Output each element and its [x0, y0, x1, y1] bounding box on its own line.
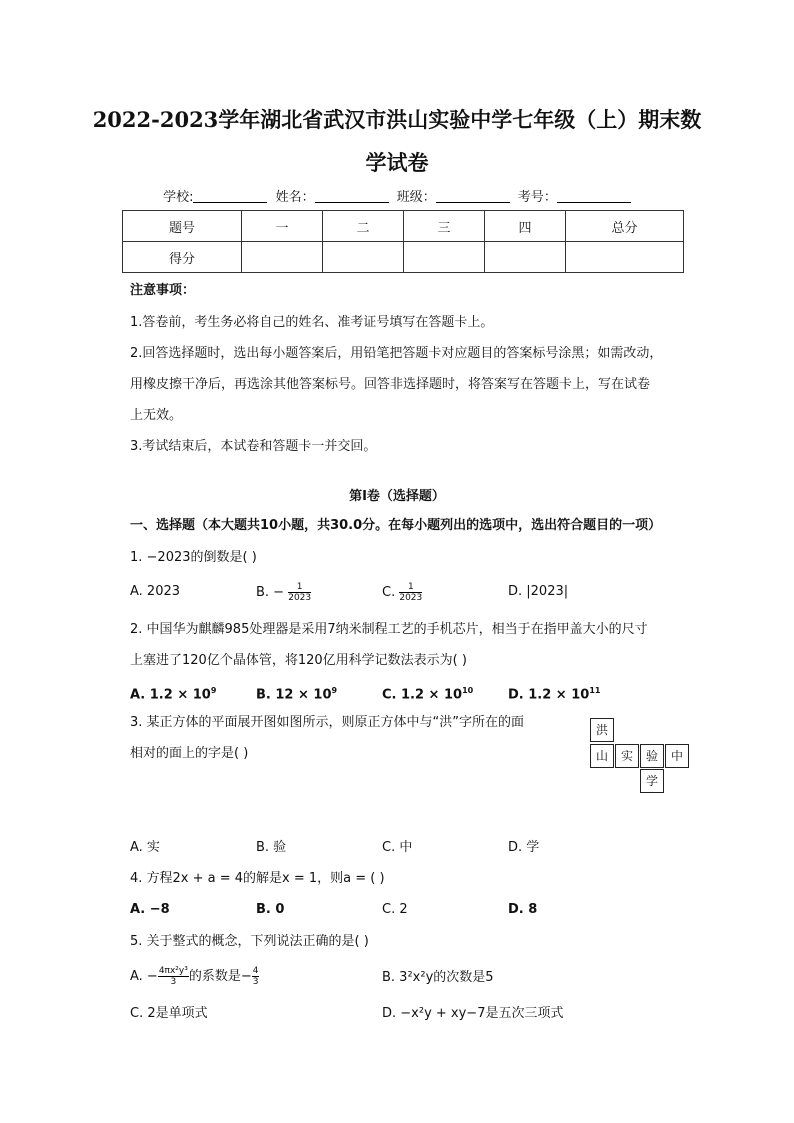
- section-title: 第Ⅰ卷（选择题）: [349, 489, 445, 504]
- name-label: 姓名：: [275, 190, 315, 205]
- q2-option-a[interactable]: [130, 681, 216, 705]
- name-field[interactable]: [315, 190, 389, 203]
- q5-stem: 5. 关于整式的概念，下列说法正确的是( ): [130, 934, 369, 949]
- score-header-cell: 二: [323, 211, 404, 242]
- notes-item-1: 1.答卷前，考生务必将自己的姓名、准考证号填写在答题卡上。: [130, 315, 494, 330]
- q3-stem-line1: 3. 某正方体的平面展开图如图所示，则原正方体中与“洪”字所在的面: [130, 715, 525, 730]
- q5-option-d[interactable]: D. −x²y + xy−7是五次三项式: [382, 1006, 564, 1021]
- q3-stem-line2: 相对的面上的字是( ): [130, 746, 249, 761]
- score-table-row: [123, 242, 684, 273]
- q2-option-c[interactable]: [382, 681, 473, 705]
- notes-heading: 注意事项：: [130, 283, 196, 298]
- score-cell[interactable]: [485, 242, 566, 273]
- fraction-numerator: 4πx²y³: [158, 966, 188, 976]
- notes-item-2a: 2.回答选择题时，选出每小题答案后，用铅笔把答题卡对应题目的答案标号涂黑；如需改动，: [130, 346, 663, 361]
- q4-stem: 4. 方程2x + a = 4的解是x = 1，则a = ( ): [130, 871, 385, 886]
- cube-net-cell: 实: [615, 744, 639, 768]
- q1-option-a[interactable]: A. 2023: [130, 584, 181, 599]
- score-row-label: 得分: [123, 242, 242, 273]
- exam-title-line2: 学试卷: [365, 150, 429, 175]
- cube-net-cell: 山: [590, 744, 614, 768]
- fraction-numerator: 1: [399, 582, 422, 593]
- fraction-denominator: 2023: [399, 593, 423, 603]
- q4-option-b[interactable]: B. 0: [256, 902, 285, 917]
- q2-option-d[interactable]: [508, 681, 600, 705]
- score-cell[interactable]: [323, 242, 404, 273]
- q1-option-d[interactable]: D. |2023|: [508, 584, 569, 599]
- score-table-header-row: [123, 211, 684, 242]
- q1-option-b[interactable]: [256, 582, 311, 603]
- cube-net-cell: 洪: [590, 718, 614, 742]
- q3-option-c[interactable]: C. 中: [382, 840, 413, 855]
- q2-option-c-exponent: 10: [462, 686, 474, 695]
- q3-option-d[interactable]: D. 学: [508, 840, 540, 855]
- q4-option-a[interactable]: A. −8: [130, 902, 170, 917]
- q5-option-a-prefix: A. −: [130, 969, 158, 984]
- notes-item-2c: 上无效。: [130, 408, 183, 423]
- q2-option-b[interactable]: [256, 681, 337, 705]
- score-cell[interactable]: [566, 242, 684, 273]
- score-header-cell: 一: [242, 211, 323, 242]
- cube-net-figure: [590, 718, 690, 794]
- student-info-line: [0, 186, 794, 205]
- q5-option-a-fraction: [158, 966, 189, 987]
- q2-option-b-exponent: 9: [331, 686, 338, 695]
- q2-stem-line2: 上塞进了120亿个晶体管，将120亿用科学记数法表示为( ): [130, 653, 467, 668]
- cube-net-cell: 验: [640, 744, 664, 768]
- score-header-cell: 四: [485, 211, 566, 242]
- cube-net-cell: 学: [640, 769, 664, 793]
- fraction-numerator: 4: [252, 966, 259, 976]
- q2-option-d-exponent: 11: [589, 686, 601, 695]
- q1-stem: 1. −2023的倒数是( ): [130, 550, 257, 565]
- score-cell[interactable]: [404, 242, 485, 273]
- q5-option-c[interactable]: C. 2是单项式: [130, 1006, 208, 1021]
- class-field[interactable]: [436, 190, 510, 203]
- q1-option-b-fraction: [288, 582, 311, 603]
- score-header-cell: 总分: [566, 211, 684, 242]
- school-label: 学校:: [163, 190, 194, 205]
- q3-option-a[interactable]: A. 实: [130, 840, 160, 855]
- exam-no-label: 考号：: [517, 190, 557, 205]
- q1-option-c[interactable]: [382, 582, 422, 603]
- part-heading: 一、选择题（本大题共10小题，共30.0分。在每小题列出的选项中，选出符合题目的一项）: [130, 518, 662, 533]
- score-table: [122, 210, 684, 273]
- q2-option-a-base: A. 1.2 × 10: [130, 687, 211, 703]
- exam-title-line1: 2022-2023学年湖北省武汉市洪山实验中学七年级（上）期末数: [92, 107, 702, 132]
- q1-option-b-prefix: B. −: [256, 585, 285, 600]
- cube-net-cell: 中: [665, 744, 689, 768]
- q4-option-d[interactable]: D. 8: [508, 902, 538, 917]
- q5-option-a-fraction-2: [252, 966, 260, 987]
- score-header-cell: 题号: [123, 211, 242, 242]
- exam-no-field[interactable]: [557, 190, 631, 203]
- score-header-cell: 三: [404, 211, 485, 242]
- q2-stem-line1: 2. 中国华为麒麟985处理器是采用7纳米制程工艺的手机芯片，相当于在指甲盖大小的尺寸: [130, 622, 648, 637]
- fraction-denominator: 3: [170, 977, 177, 987]
- school-field[interactable]: [193, 190, 267, 203]
- q5-option-a[interactable]: [130, 966, 259, 987]
- fraction-numerator: 1: [288, 582, 311, 593]
- q2-option-b-base: B. 12 × 10: [256, 687, 332, 703]
- q1-option-c-prefix: C.: [382, 585, 396, 600]
- q5-option-a-mid: 的系数是−: [188, 969, 252, 984]
- notes-item-3: 3.考试结束后，本试卷和答题卡一并交回。: [130, 439, 377, 454]
- fraction-denominator: 2023: [288, 593, 312, 603]
- q2-option-d-base: D. 1.2 × 10: [508, 687, 590, 703]
- q2-option-c-base: C. 1.2 × 10: [382, 687, 463, 703]
- score-cell[interactable]: [242, 242, 323, 273]
- q3-option-b[interactable]: B. 验: [256, 840, 287, 855]
- q2-option-a-exponent: 9: [210, 686, 217, 695]
- q4-option-c[interactable]: C. 2: [382, 902, 408, 917]
- notes-item-2b: 用橡皮擦干净后，再选涂其他答案标号。回答非选择题时，将答案写在答题卡上，写在试卷: [130, 377, 651, 392]
- q1-option-c-fraction: [399, 582, 422, 603]
- class-label: 班级：: [396, 190, 436, 205]
- q5-option-b[interactable]: B. 3²x²y的次数是5: [382, 970, 494, 985]
- fraction-denominator: 3: [252, 977, 259, 987]
